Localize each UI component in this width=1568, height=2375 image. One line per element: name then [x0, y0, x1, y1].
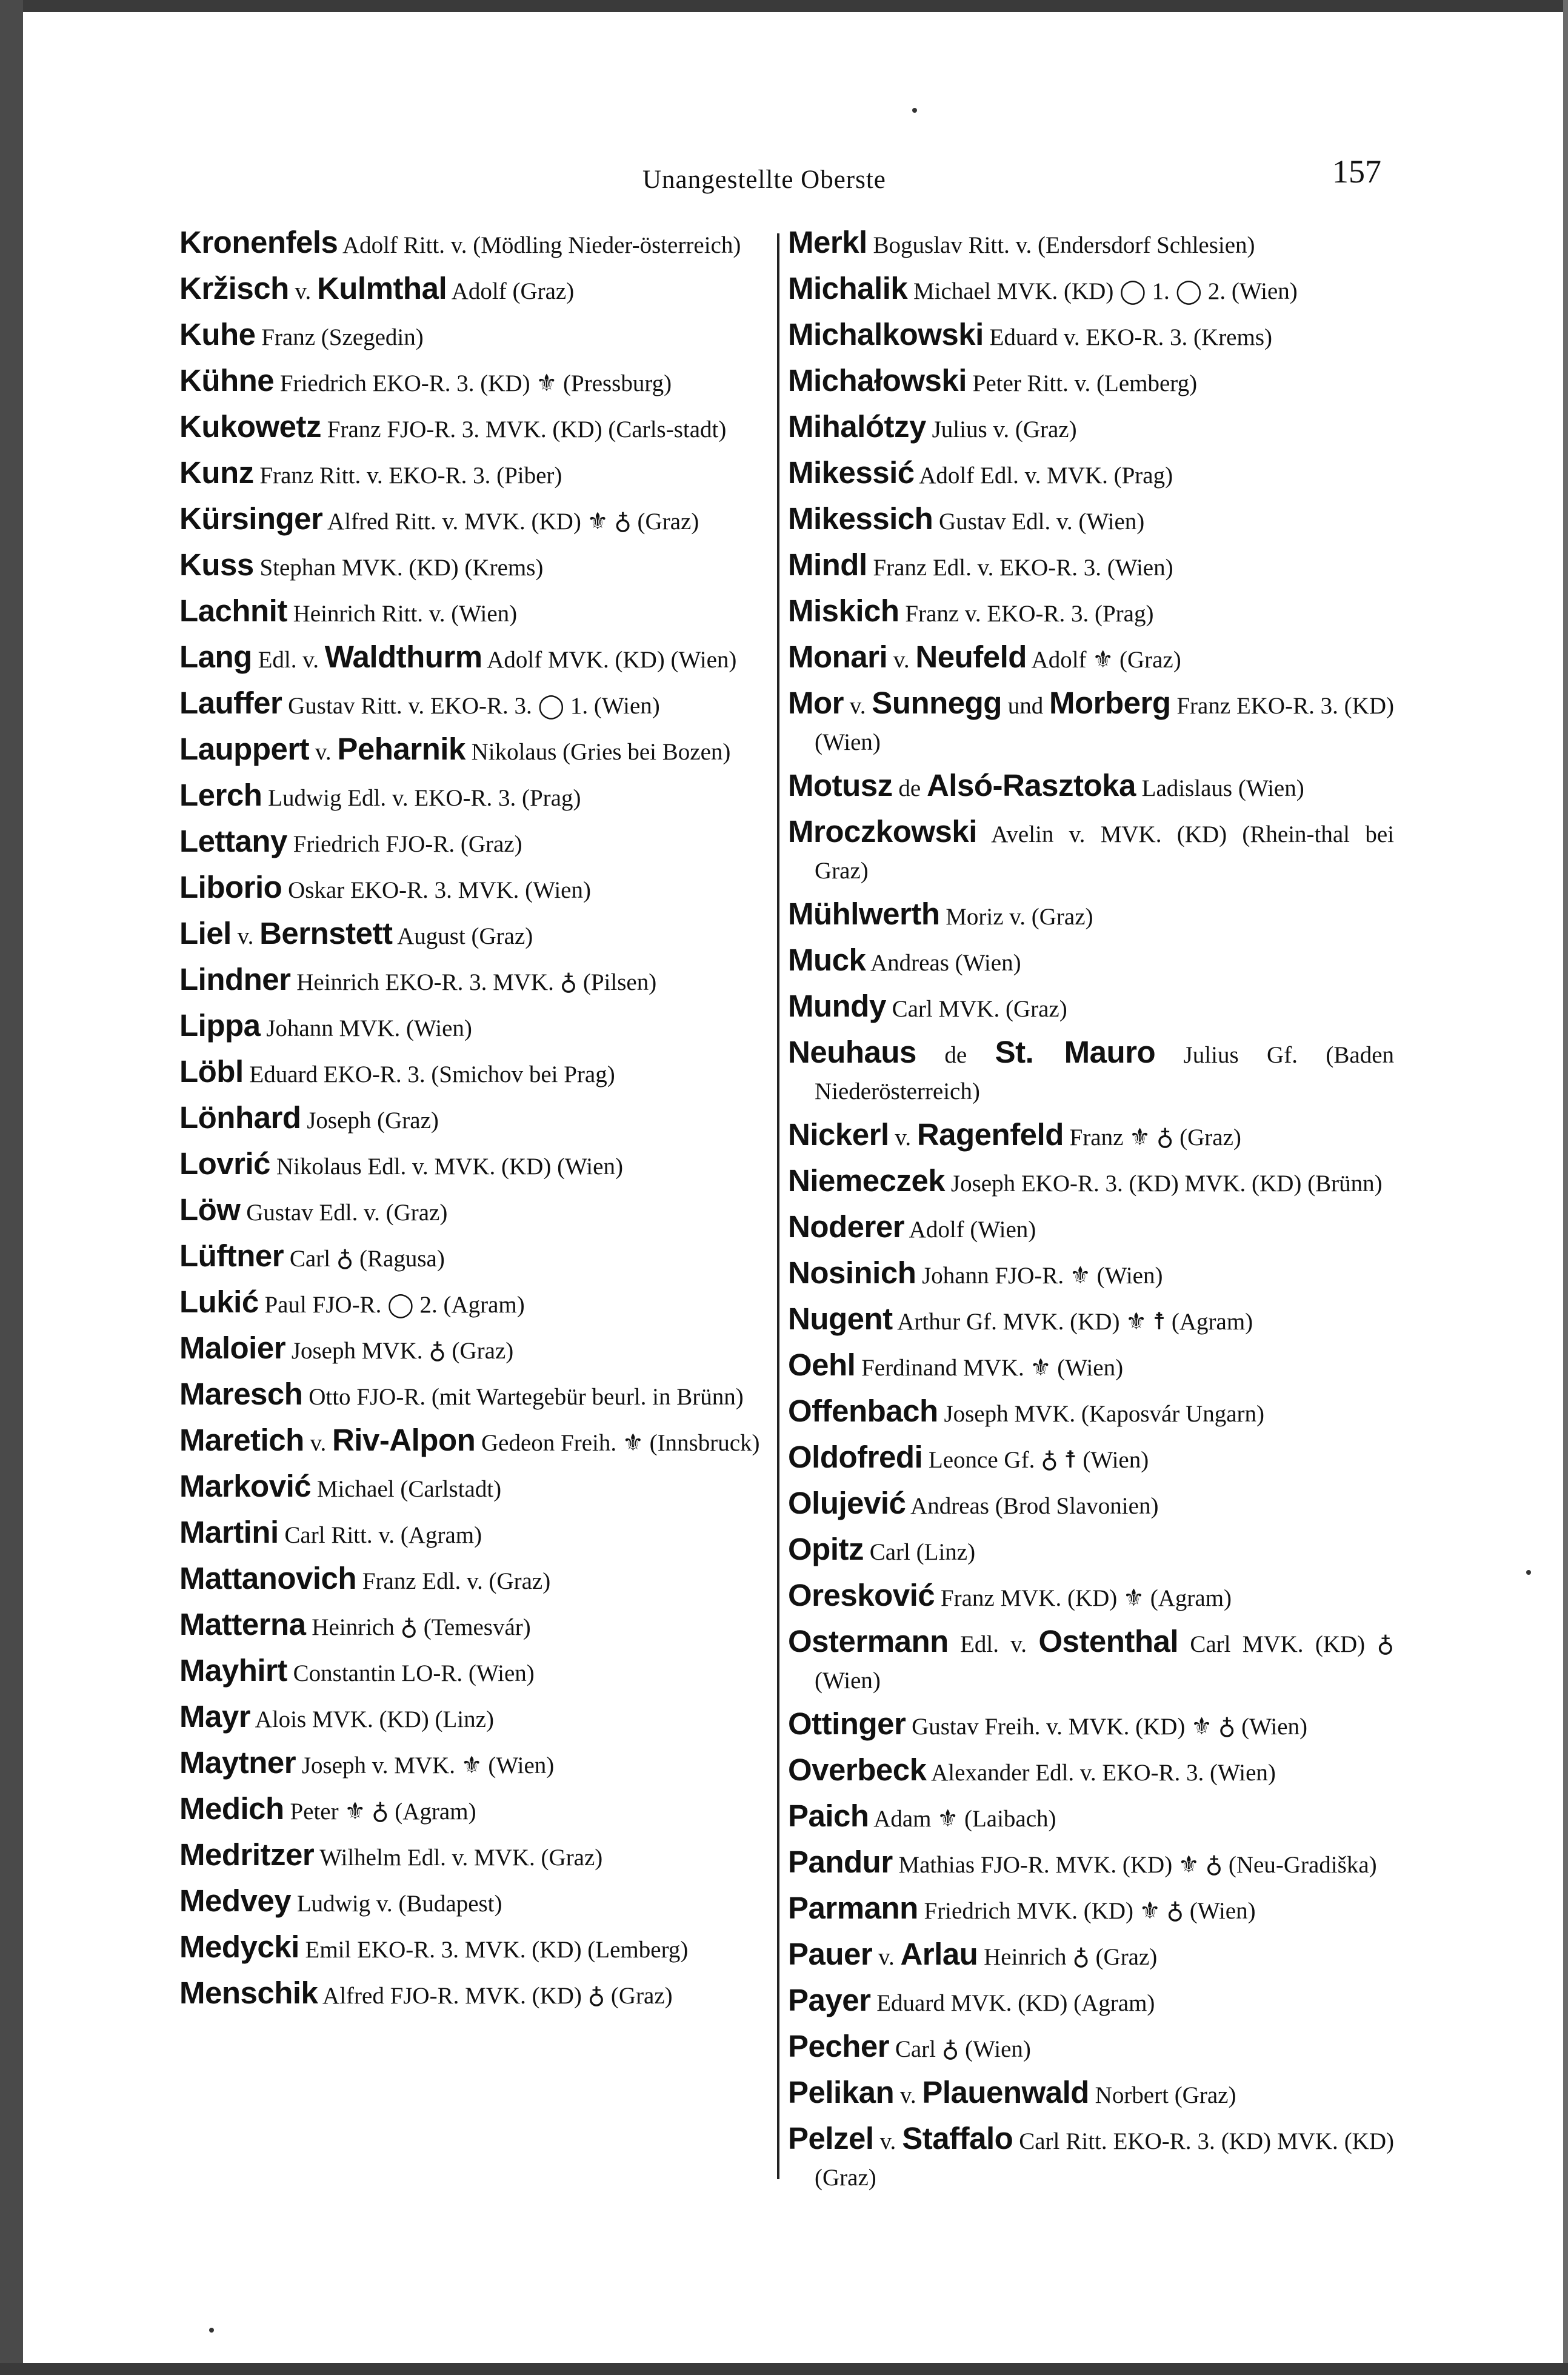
entry-surname: Kržisch — [179, 271, 289, 306]
directory-entry — [788, 1034, 1394, 1110]
entry-surname: Mikessić — [788, 455, 915, 490]
entry-surname: Medvey — [179, 1883, 292, 1918]
entry-surname: Lippa — [179, 1008, 261, 1043]
entry-surname: Neuhaus — [788, 1035, 916, 1069]
entry-details: Ladislaus (Wien) — [1141, 775, 1304, 801]
directory-entry — [788, 1890, 1394, 1929]
entry-surname: Offenbach — [788, 1394, 938, 1428]
scan-border-left — [0, 0, 23, 2375]
entry-surname: Lachnit — [179, 593, 287, 628]
entry-surname: Pelzel — [788, 2121, 874, 2156]
directory-entry — [179, 731, 773, 770]
directory-entry — [788, 1163, 1394, 1202]
entry-particle: v. — [295, 278, 312, 304]
entry-surname-second: Neufeld — [915, 640, 1027, 674]
directory-entry — [179, 1975, 773, 2014]
entry-details: Heinrich Ritt. v. (Wien) — [293, 601, 518, 627]
entry-surname-second: Kulmthal — [316, 271, 447, 306]
directory-entry — [788, 224, 1394, 264]
directory-entry — [788, 2028, 1394, 2068]
left-column — [179, 224, 773, 2021]
entry-particle: v. — [879, 2128, 896, 2154]
entry-details: Eduard EKO-R. 3. (Smichov bei Prag) — [249, 1061, 615, 1087]
directory-entry — [788, 501, 1394, 540]
entry-surname: Lauppert — [179, 732, 310, 766]
entry-details: Wilhelm Edl. v. MVK. (Graz) — [319, 1845, 603, 1871]
entry-details: Franz Edl. v. EKO-R. 3. (Wien) — [873, 555, 1173, 581]
entry-surname: Kühne — [179, 363, 275, 398]
directory-entry — [179, 1514, 773, 1554]
directory-entry — [788, 1798, 1394, 1837]
entry-surname-second: Waldthurm — [324, 640, 482, 674]
entry-surname-second: Alsó-Rasztoka — [926, 768, 1136, 803]
entry-surname: Medycki — [179, 1929, 299, 1964]
directory-entry — [788, 1844, 1394, 1883]
entry-details: Julius v. (Graz) — [932, 416, 1077, 443]
entry-surname: Liel — [179, 916, 232, 950]
print-speck — [912, 108, 917, 113]
entry-details: Ferdinand MVK. ⚜ (Wien) — [861, 1355, 1124, 1381]
entry-surname: Lovrić — [179, 1146, 271, 1181]
print-speck — [209, 2328, 214, 2333]
entry-details: Heinrich ♁ (Graz) — [984, 1944, 1158, 1970]
entry-details: Heinrich EKO-R. 3. MVK. ♁ (Pilsen) — [296, 969, 657, 995]
directory-entry — [179, 1652, 773, 1692]
entry-details: Franz Edl. v. (Graz) — [362, 1568, 551, 1594]
directory-entry — [788, 942, 1394, 981]
directory-entry — [179, 409, 773, 448]
entry-details: Johann FJO-R. ⚜ (Wien) — [922, 1263, 1163, 1289]
entry-details: Carl ♁ (Ragusa) — [289, 1246, 445, 1272]
directory-entry — [179, 1284, 773, 1323]
entry-surname: Mattanovich — [179, 1561, 357, 1595]
directory-entry — [179, 777, 773, 817]
entry-surname: Pelikan — [788, 2075, 895, 2109]
directory-entry — [788, 1393, 1394, 1432]
directory-entry — [788, 409, 1394, 448]
entry-surname: Payer — [788, 1983, 871, 2017]
entry-details: Gustav Edl. v. (Wien) — [939, 509, 1145, 535]
entry-surname: Oldofredi — [788, 1440, 923, 1474]
entry-details: Peter ⚜ ♁ (Agram) — [290, 1799, 476, 1825]
entry-surname: Marković — [179, 1469, 312, 1503]
entry-surname: Opitz — [788, 1532, 864, 1566]
entry-surname: Mayr — [179, 1699, 251, 1734]
directory-entry — [179, 869, 773, 909]
directory-entry — [788, 316, 1394, 356]
entry-details: Ludwig v. (Budapest) — [296, 1891, 502, 1917]
directory-entry — [788, 896, 1394, 935]
entry-particle: v. — [237, 923, 254, 949]
column-divider — [777, 233, 779, 2179]
entry-details: Carl MVK. (KD) ♁ (Wien) — [815, 1631, 1394, 1694]
directory-entry — [788, 270, 1394, 310]
running-title: Unangestellte Oberste — [642, 165, 886, 194]
entry-details: Joseph v. MVK. ⚜ (Wien) — [301, 1752, 555, 1779]
entry-surname: Kukowetz — [179, 409, 322, 444]
entry-details: Carl Ritt. EKO-R. 3. (KD) MVK. (KD) (Graz) — [815, 2128, 1394, 2191]
entry-surname: Michalik — [788, 271, 908, 306]
directory-entry — [788, 547, 1394, 586]
entry-details: Carl ♁ (Wien) — [895, 2036, 1031, 2062]
entry-surname: Kürsinger — [179, 501, 323, 536]
directory-entry — [179, 1192, 773, 1231]
entry-surname: Medritzer — [179, 1837, 315, 1872]
entry-particle: v. — [895, 1124, 912, 1151]
directory-entry — [788, 1439, 1394, 1478]
directory-entry — [788, 1255, 1394, 1294]
directory-entry — [179, 316, 773, 356]
entry-surname: Maresch — [179, 1377, 303, 1411]
directory-entry — [788, 1485, 1394, 1525]
entry-details: Alexander Edl. v. EKO-R. 3. (Wien) — [931, 1760, 1276, 1786]
entry-details: Franz ⚜ ♁ (Graz) — [1069, 1124, 1241, 1151]
entry-particle: de — [944, 1042, 967, 1068]
entry-details: Adam ⚜ (Laibach) — [873, 1806, 1056, 1832]
directory-entry — [179, 1468, 773, 1508]
entry-surname: Lang — [179, 640, 252, 674]
entry-surname: Kuhe — [179, 317, 256, 352]
entry-surname: Ottinger — [788, 1706, 906, 1741]
directory-entry — [788, 767, 1394, 807]
entry-surname: Pauer — [788, 1937, 873, 1971]
entry-surname: Michalkowski — [788, 317, 984, 352]
directory-entry — [179, 639, 773, 678]
entry-details: Nikolaus (Gries bei Bozen) — [471, 739, 731, 765]
entry-surname: Mikessich — [788, 501, 933, 536]
directory-entry — [788, 455, 1394, 494]
entry-surname: Lukić — [179, 1284, 259, 1319]
entry-details: Carl Ritt. v. (Agram) — [284, 1522, 482, 1548]
entry-details: Emil EKO-R. 3. MVK. (KD) (Lemberg) — [305, 1937, 689, 1963]
entry-details: Alfred FJO-R. MVK. (KD) ♁ (Graz) — [322, 1983, 673, 2009]
directory-entry — [179, 1606, 773, 1646]
entry-details: Gustav Freih. v. MVK. (KD) ⚜ ♁ (Wien) — [912, 1714, 1308, 1740]
directory-entry — [788, 813, 1394, 889]
directory-entry — [788, 685, 1394, 761]
entry-details: Otto FJO-R. (mit Wartegebür beurl. in Brünn) — [309, 1384, 744, 1410]
entry-details: Eduard MVK. (KD) (Agram) — [876, 1990, 1155, 2016]
entry-details: Andreas (Brod Slavonien) — [910, 1493, 1159, 1519]
entry-surname: Parmann — [788, 1891, 918, 1925]
directory-entry — [179, 1929, 773, 1968]
entry-surname-second: Bernstett — [259, 916, 393, 950]
directory-entry — [179, 1007, 773, 1047]
entry-surname-third: Morberg — [1049, 686, 1171, 720]
directory-entry — [179, 455, 773, 494]
entry-details: Paul FJO-R. ◯ 2. (Agram) — [264, 1292, 525, 1318]
entry-details: Moriz v. (Graz) — [946, 904, 1093, 930]
entry-surname: Ostermann — [788, 1624, 949, 1658]
directory-entry — [179, 1238, 773, 1277]
directory-entry — [179, 1560, 773, 1600]
directory-entry — [179, 1883, 773, 1922]
entry-details: Adolf Edl. v. MVK. (Prag) — [919, 463, 1173, 489]
directory-entry — [788, 593, 1394, 632]
directory-entry — [179, 593, 773, 632]
entry-details: Arthur Gf. MVK. (KD) ⚜ ☨ (Agram) — [897, 1309, 1253, 1335]
directory-entry — [788, 1936, 1394, 1976]
entry-details: Friedrich EKO-R. 3. (KD) ⚜ (Pressburg) — [279, 370, 672, 396]
entry-details: Gustav Ritt. v. EKO-R. 3. ◯ 1. (Wien) — [288, 693, 660, 719]
entry-surname-second: St. Mauro — [995, 1035, 1156, 1069]
entry-surname-second: Peharnik — [337, 732, 465, 766]
directory-entry — [179, 1791, 773, 1830]
entry-surname: Mayhirt — [179, 1653, 287, 1688]
entry-surname: Kunz — [179, 455, 254, 490]
entry-surname: Mühlwerth — [788, 897, 940, 931]
directory-entry — [179, 1422, 773, 1461]
directory-entry — [788, 1209, 1394, 1248]
directory-entry — [788, 362, 1394, 402]
entry-surname: Nickerl — [788, 1117, 889, 1152]
entry-details: Carl (Linz) — [869, 1539, 976, 1565]
entry-details: Michael (Carlstadt) — [316, 1476, 502, 1502]
entry-particle: v. — [878, 1944, 895, 1970]
entry-surname: Overbeck — [788, 1752, 927, 1787]
entry-details: Franz (Szegedin) — [261, 324, 424, 350]
entry-details: Oskar EKO-R. 3. MVK. (Wien) — [288, 877, 591, 903]
directory-entry — [179, 1837, 773, 1876]
entry-particle: Edl. v. — [258, 647, 319, 673]
entry-surname: Nugent — [788, 1301, 893, 1336]
entry-surname-second: Plauenwald — [922, 2075, 1089, 2109]
entry-details: Joseph MVK. (Kaposvár Ungarn) — [944, 1401, 1264, 1427]
entry-surname: Michałowski — [788, 363, 967, 398]
directory-entry — [179, 547, 773, 586]
entry-details: Heinrich ♁ (Temesvár) — [312, 1614, 531, 1640]
directory-entry — [179, 1745, 773, 1784]
entry-details: Alfred Ritt. v. MVK. (KD) ⚜ ♁ (Graz) — [327, 509, 699, 535]
entry-particle: de — [898, 775, 921, 801]
entry-surname: Mor — [788, 686, 844, 720]
entry-details: Norbert (Graz) — [1095, 2082, 1236, 2108]
directory-entry — [788, 1347, 1394, 1386]
directory-entry — [788, 2120, 1394, 2196]
entry-surname: Monari — [788, 640, 888, 674]
directory-entry — [179, 1146, 773, 1185]
entry-details: Boguslav Ritt. v. (Endersdorf Schlesien) — [873, 232, 1255, 258]
scan-border-right — [1563, 0, 1568, 2375]
entry-details: Andreas (Wien) — [870, 950, 1021, 976]
entry-particle: und — [1007, 693, 1044, 719]
entry-details: Adolf MVK. (KD) (Wien) — [487, 647, 737, 673]
entry-details: Friedrich FJO-R. (Graz) — [293, 831, 522, 857]
entry-surname: Löw — [179, 1192, 241, 1227]
entry-surname: Lönhard — [179, 1100, 301, 1135]
entry-details: Franz FJO-R. 3. MVK. (KD) (Carls-stadt) — [327, 416, 727, 443]
entry-details: Joseph MVK. ♁ (Graz) — [291, 1338, 514, 1364]
directory-entry — [788, 988, 1394, 1027]
directory-entry — [179, 362, 773, 402]
entry-surname: Mundy — [788, 989, 886, 1023]
entry-surname: Menschik — [179, 1976, 318, 2010]
entry-surname-second: Riv-Alpon — [332, 1423, 476, 1457]
entry-details: Gedeon Freih. ⚜ (Innsbruck) — [481, 1430, 760, 1456]
entry-surname: Löbl — [179, 1054, 244, 1089]
entry-surname: Niemeczek — [788, 1163, 946, 1198]
directory-entry — [179, 270, 773, 310]
directory-entry — [179, 685, 773, 724]
page-number: 157 — [1332, 153, 1381, 190]
entry-details: Julius Gf. (Baden Niederösterreich) — [815, 1042, 1395, 1104]
entry-details: Constantin LO-R. (Wien) — [293, 1660, 535, 1686]
directory-entry — [788, 1301, 1394, 1340]
directory-entry — [788, 1531, 1394, 1571]
entry-surname: Maloier — [179, 1331, 286, 1365]
entry-surname: Martini — [179, 1515, 279, 1549]
entry-surname: Noderer — [788, 1209, 905, 1244]
entry-surname: Oehl — [788, 1348, 856, 1382]
entry-surname: Kuss — [179, 547, 254, 582]
entry-details: Franz EKO-R. 3. (KD) (Wien) — [815, 693, 1394, 755]
entry-surname: Lauffer — [179, 686, 282, 720]
right-column — [788, 224, 1394, 2203]
entry-surname: Maretich — [179, 1423, 304, 1457]
directory-entry — [788, 1752, 1394, 1791]
entry-surname: Mindl — [788, 547, 867, 582]
entry-details: Ludwig Edl. v. EKO-R. 3. (Prag) — [268, 785, 581, 811]
entry-surname-second: Arlau — [900, 1937, 978, 1971]
entry-surname: Lettany — [179, 824, 287, 858]
directory-entry — [788, 1577, 1394, 1617]
entry-surname: Nosinich — [788, 1255, 916, 1290]
entry-surname: Mihalótzy — [788, 409, 926, 444]
directory-entry — [788, 639, 1394, 678]
directory-entry — [179, 1054, 773, 1093]
entry-surname: Maytner — [179, 1745, 296, 1780]
entry-surname: Lüftner — [179, 1238, 284, 1273]
directory-entry — [179, 1699, 773, 1738]
entry-particle: v. — [315, 739, 332, 765]
directory-entry — [179, 1330, 773, 1369]
directory-entry — [179, 1376, 773, 1415]
entry-surname-second: Staffalo — [902, 2121, 1013, 2156]
entry-surname: Paich — [788, 1799, 869, 1833]
directory-entry — [788, 1623, 1394, 1699]
entry-details: Johann MVK. (Wien) — [266, 1015, 472, 1041]
entry-surname: Liborio — [179, 870, 282, 904]
scan-border-top — [0, 0, 1568, 12]
entry-details: Franz v. EKO-R. 3. (Prag) — [905, 601, 1154, 627]
directory-entry — [179, 501, 773, 540]
entry-particle: v. — [310, 1430, 327, 1456]
directory-entry — [179, 961, 773, 1001]
entry-surname: Kronenfels — [179, 225, 338, 259]
entry-surname: Merkl — [788, 225, 867, 259]
entry-details: Michael MVK. (KD) ◯ 1. ◯ 2. (Wien) — [913, 278, 1298, 304]
entry-surname: Oresković — [788, 1578, 935, 1612]
directory-entry — [788, 1982, 1394, 2022]
entry-details: Franz MVK. (KD) ⚜ (Agram) — [940, 1585, 1232, 1611]
entry-details: Nikolaus Edl. v. MVK. (KD) (Wien) — [276, 1154, 623, 1180]
entry-surname-second: Sunnegg — [872, 686, 1002, 720]
entry-surname: Lindner — [179, 962, 291, 997]
print-speck — [1526, 1570, 1531, 1575]
entry-surname-second: Ragenfeld — [916, 1117, 1064, 1152]
entry-details: Franz Ritt. v. EKO-R. 3. (Piber) — [259, 463, 562, 489]
entry-surname: Matterna — [179, 1607, 306, 1642]
entry-details: Adolf (Graz) — [451, 278, 575, 304]
directory-entry — [179, 823, 773, 863]
entry-details: Carl MVK. (Graz) — [892, 996, 1067, 1022]
directory-entry — [788, 1706, 1394, 1745]
entry-details: Avelin v. MVK. (KD) (Rhein-thal bei Graz) — [815, 821, 1394, 884]
entry-surname: Pecher — [788, 2029, 890, 2063]
entry-details: Leonce Gf. ♁ ☨ (Wien) — [928, 1447, 1149, 1473]
entry-details: Alois MVK. (KD) (Linz) — [255, 1706, 494, 1732]
entry-details: Adolf ⚜ (Graz) — [1031, 647, 1181, 673]
entry-details: Mathias FJO-R. MVK. (KD) ⚜ ♁ (Neu-Gradiška) — [898, 1852, 1377, 1878]
entry-particle: Edl. v. — [960, 1631, 1027, 1657]
entry-details: Adolf Ritt. v. (Mödling Nieder-österreich) — [342, 232, 741, 258]
directory-entry — [179, 224, 773, 264]
entry-surname: Medich — [179, 1791, 284, 1826]
entry-particle: v. — [849, 693, 866, 719]
entry-surname-second: Ostenthal — [1038, 1624, 1179, 1658]
entry-details: Eduard v. EKO-R. 3. (Krems) — [989, 324, 1272, 350]
entry-surname: Lerch — [179, 778, 262, 812]
entry-details: Adolf (Wien) — [909, 1217, 1036, 1243]
entry-details: Friedrich MVK. (KD) ⚜ ♁ (Wien) — [924, 1898, 1256, 1924]
entry-particle: v. — [899, 2082, 916, 2108]
directory-entry — [788, 2074, 1394, 2114]
directory-entry — [179, 915, 773, 955]
entry-surname: Muck — [788, 943, 866, 977]
entry-details: Stephan MVK. (KD) (Krems) — [259, 555, 544, 581]
directory-entry — [179, 1100, 773, 1139]
entry-surname: Miskich — [788, 593, 899, 628]
entry-surname: Pandur — [788, 1845, 893, 1879]
entry-particle: v. — [893, 647, 910, 673]
scan-border-bottom — [0, 2363, 1568, 2375]
entry-surname: Motusz — [788, 768, 893, 803]
entry-details: August (Graz) — [397, 923, 533, 949]
entry-details: Joseph EKO-R. 3. (KD) MVK. (KD) (Brünn) — [950, 1171, 1383, 1197]
entry-details: Joseph (Graz) — [307, 1107, 439, 1134]
entry-surname: Mroczkowski — [788, 814, 977, 849]
entry-details: Peter Ritt. v. (Lemberg) — [972, 370, 1198, 396]
entry-details: Gustav Edl. v. (Graz) — [246, 1200, 448, 1226]
entry-surname: Olujević — [788, 1486, 906, 1520]
directory-entry — [788, 1117, 1394, 1156]
